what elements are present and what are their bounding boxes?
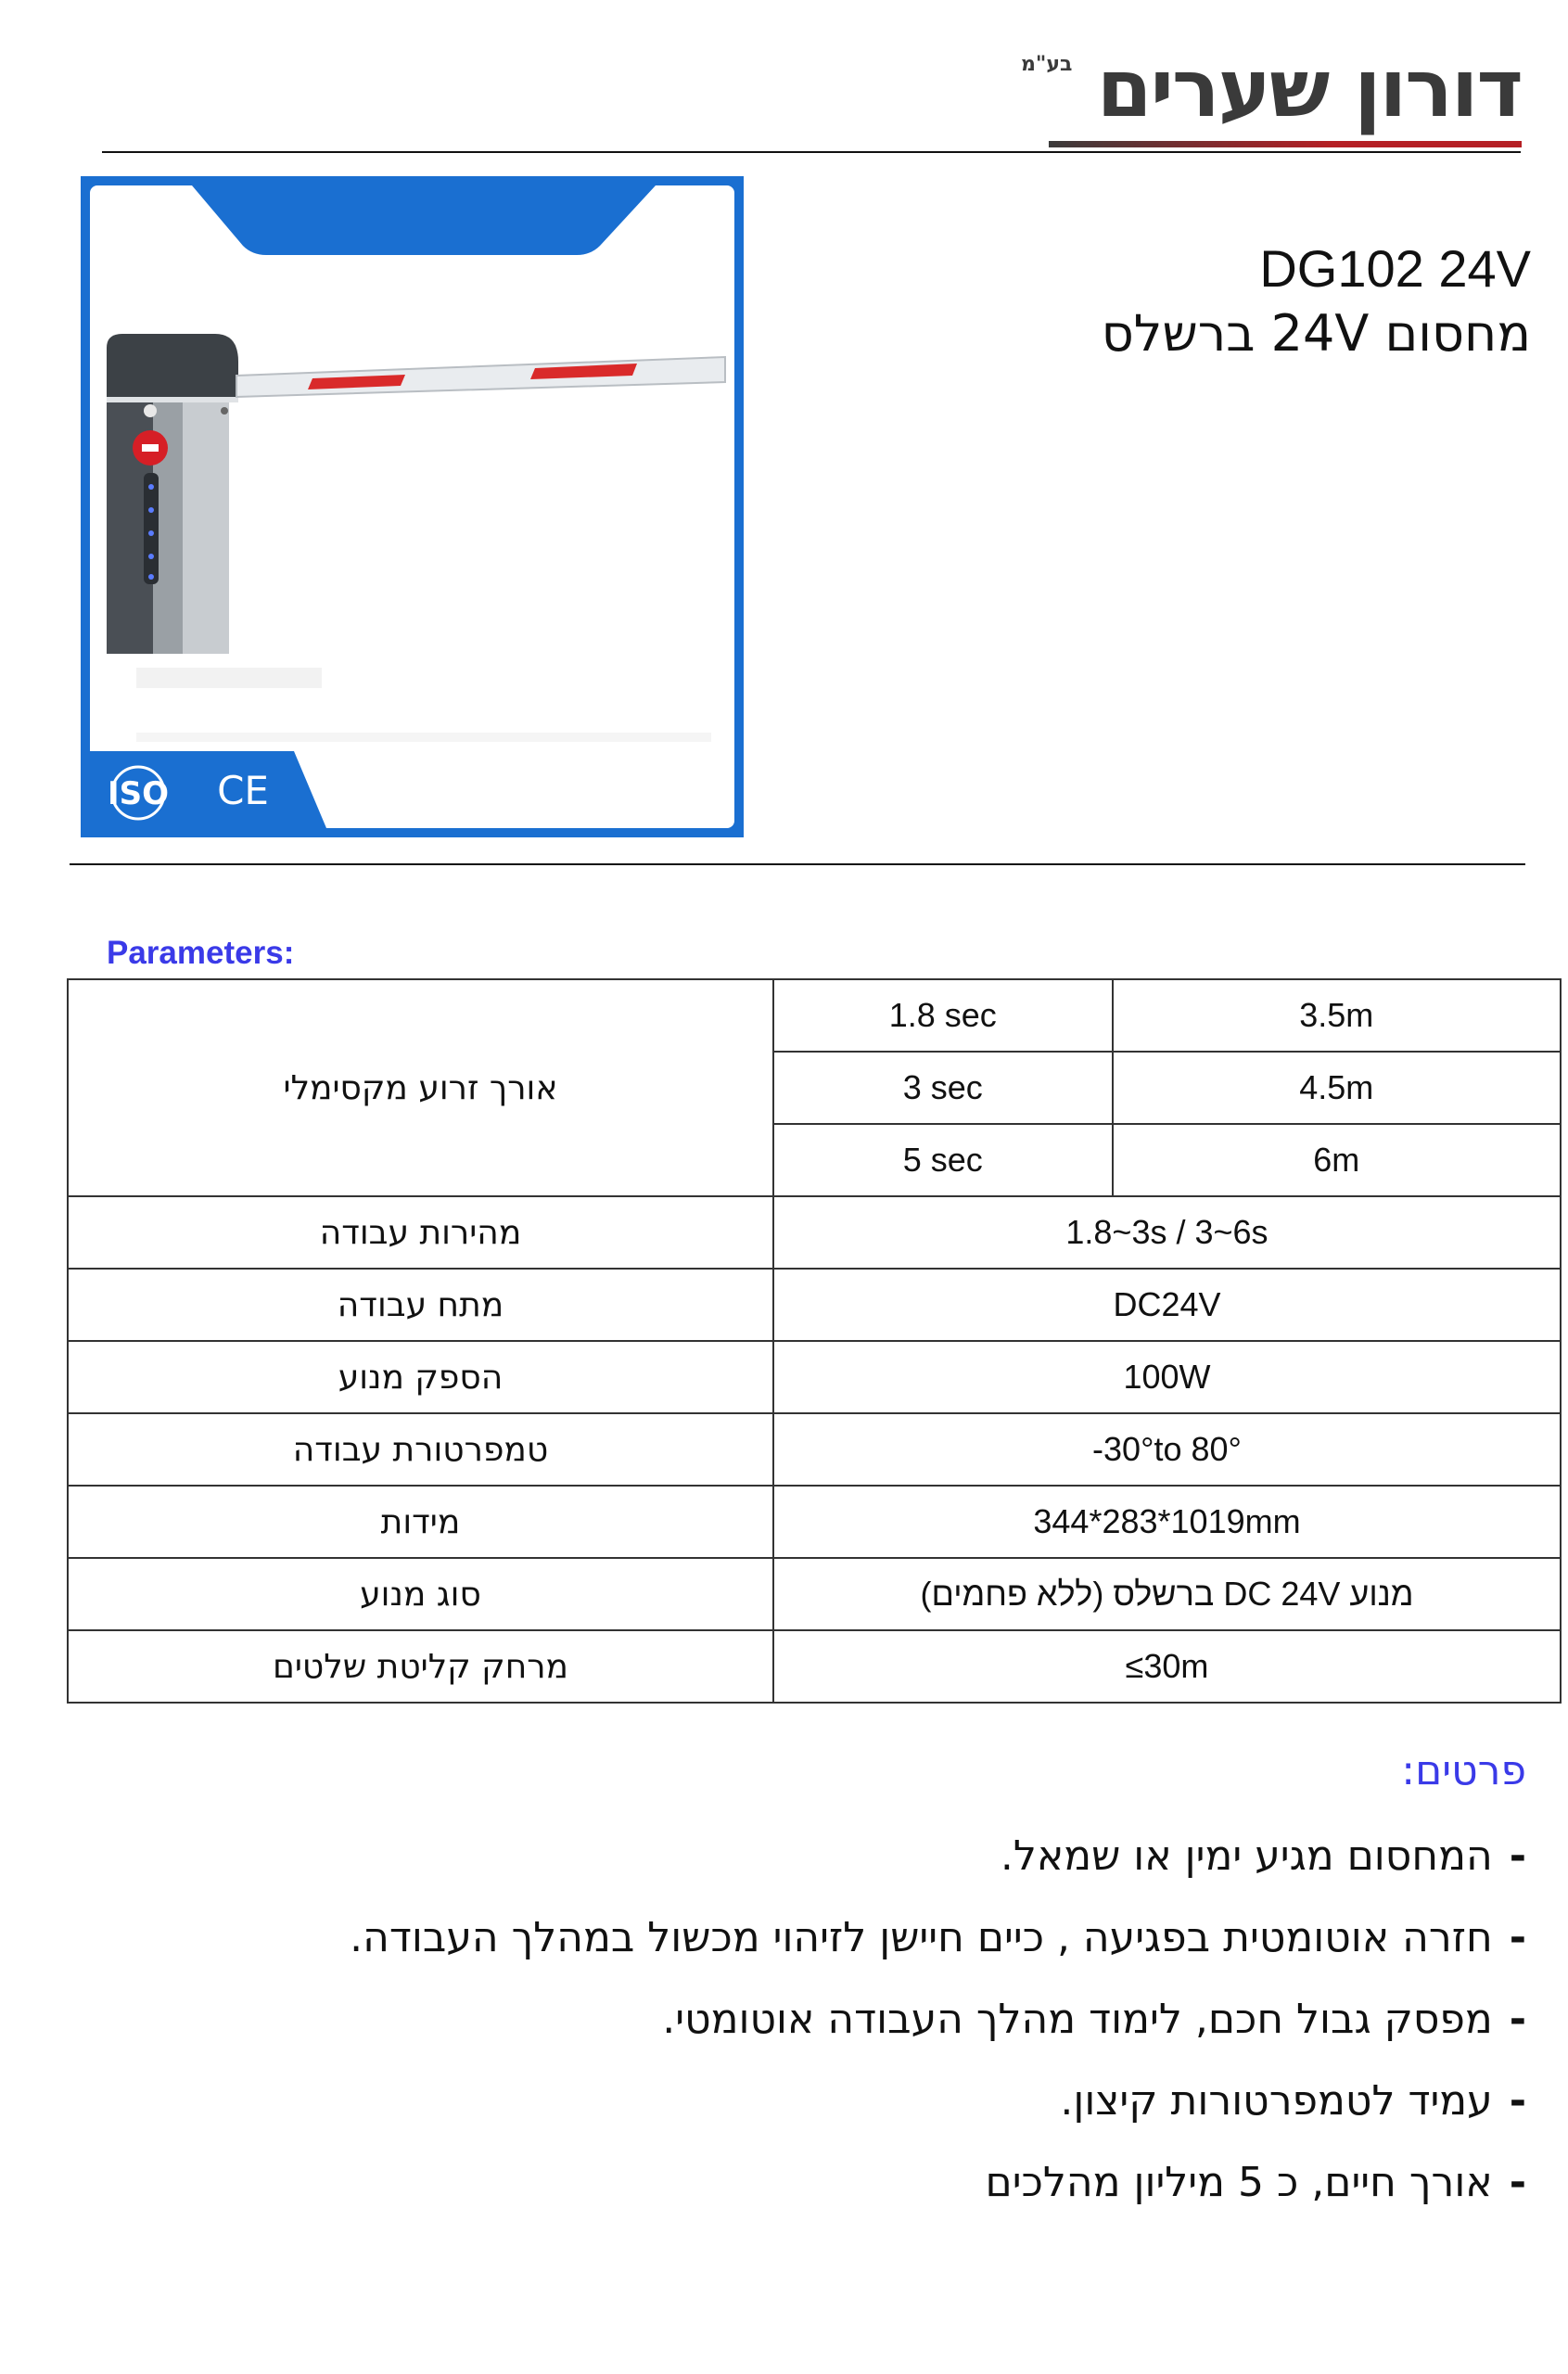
arm-length-cell: 6m (1113, 1124, 1561, 1196)
iso-mark: ISO (107, 775, 170, 812)
logo-suffix: בע"מ (1021, 53, 1073, 76)
param-label: הספק מנוע (68, 1341, 773, 1413)
param-label: מרחק קליטת שלטים (68, 1630, 773, 1703)
list-item: -מפסק גבול חכם, לימוד מהלך העבודה אוטומטי. (662, 1996, 1526, 2043)
table-row (68, 1269, 1561, 1341)
param-label: מהירות עבודה (68, 1196, 773, 1269)
details-title: פרטים: (1401, 1747, 1526, 1794)
arm-time-cell: 5 sec (773, 1124, 1113, 1196)
list-item: -המחסום מגיע ימין או שמאל. (1000, 1832, 1526, 1880)
param-value: 344*283*1019mm (773, 1486, 1561, 1558)
table-row (68, 1558, 1561, 1630)
table-row (68, 1341, 1561, 1413)
list-item: -חזרה אוטומטית בפגיעה , כיים חיישן לזיהוי מכשול במהלך העבודה. (350, 1914, 1526, 1961)
logo-underline (1049, 141, 1522, 147)
param-value: DC24V (773, 1269, 1561, 1341)
param-value: 100W (773, 1341, 1561, 1413)
list-item: -עמיד לטמפרטורות קיצון. (1060, 2077, 1526, 2125)
table-row (68, 1413, 1561, 1486)
list-item: -אורך חיים, כ 5 מיליון מהלכים (985, 2159, 1526, 2206)
table-row (68, 979, 1561, 1052)
table-row (68, 1630, 1561, 1703)
arm-length-cell: 3.5m (1113, 979, 1561, 1052)
table-row (68, 1486, 1561, 1558)
arm-length-cell: 4.5m (1113, 1052, 1561, 1124)
product-model: DG102 24V (1259, 239, 1531, 298)
param-label: טמפרטורת עבודה (68, 1413, 773, 1486)
parameters-table (67, 978, 1562, 1704)
param-value: -30°to 80° (773, 1413, 1561, 1486)
param-label: מידות (68, 1486, 773, 1558)
arm-time-cell: 1.8 sec (773, 979, 1113, 1052)
header-divider (102, 151, 1521, 153)
logo-name: דורון שערים (1096, 43, 1522, 135)
product-name: מחסום 24V ברשלס (1101, 304, 1531, 363)
param-label: סוג מנוע (68, 1558, 773, 1630)
parameters-label: Parameters: (107, 935, 295, 971)
product-title (1102, 236, 1531, 366)
title-divider (70, 863, 1525, 865)
company-logo (1021, 37, 1522, 148)
table-row (68, 1196, 1561, 1269)
details-section (43, 1743, 1526, 2224)
param-value: מנוע DC 24V ברשלס (ללא פחמים) (773, 1558, 1561, 1630)
ce-mark: CE (217, 768, 269, 813)
arm-time-cell: 3 sec (773, 1052, 1113, 1124)
arm-length-label: אורך זרוע מקסימלי (68, 979, 773, 1196)
product-image (81, 176, 744, 837)
param-label: מתח עבודה (68, 1269, 773, 1341)
param-value: 1.8~3s / 3~6s (773, 1196, 1561, 1269)
param-value: ≤30m (773, 1630, 1561, 1703)
